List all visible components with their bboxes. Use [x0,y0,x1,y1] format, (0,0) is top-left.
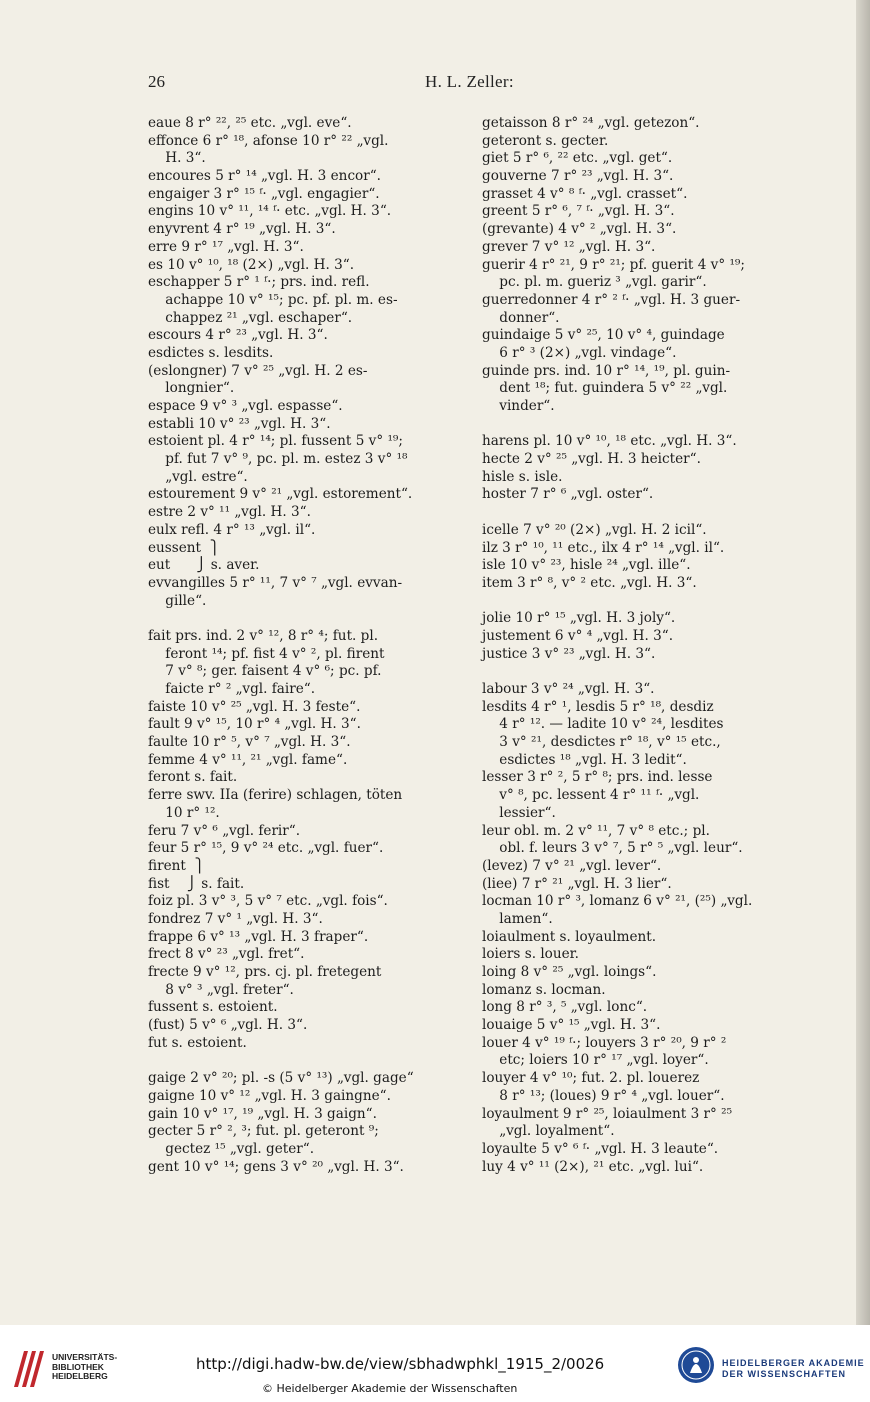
right-entry-line: luy 4 v° ¹¹ (2×), ²¹ etc. „vgl. lui“. [482,1158,704,1175]
left-entry-line: estourement 9 v° ²¹ „vgl. estorement“. [148,486,413,503]
left-entry-line: feront ¹⁴; pf. fist 4 v° ², pl. firent [148,645,385,662]
right-entry-line: guerredonner 4 r° ² ᶠ· „vgl. H. 3 guer- [482,291,741,308]
left-entry-line: effonce 6 r° ¹⁸, afonse 10 r° ²² „vgl. [148,132,389,149]
left-entry-line: ferre swv. IIa (ferire) schlagen, töten [148,787,403,804]
academy-line: DER WISSENSCHAFTEN [722,1369,847,1379]
left-entry-line: achappe 10 v° ¹⁵; pc. pf. pl. m. es- [148,291,398,308]
right-entry-line: greent 5 r° ⁶, ⁷ ᶠ· „vgl. H. 3“. [482,203,675,220]
left-entry-line: eschapper 5 r° ¹ ᶠ·; prs. ind. refl. [148,274,370,291]
right-entry-line: guerir 4 r° ²¹, 9 r° ²¹; pf. guerit 4 v° ¹⁹; [482,256,745,273]
left-entry-line: faiste 10 v° ²⁵ „vgl. H. 3 feste“. [148,698,361,715]
right-entry-line: geteront s. gecter. [482,132,609,149]
right-entry-line: loiaulment s. loyaulment. [482,928,657,945]
right-entry-line: guindaige 5 v° ²⁵, 10 v° ⁴, guindage [482,327,725,344]
left-entry-line: (eslongner) 7 v° ²⁵ „vgl. H. 2 es- [148,362,368,379]
right-entry-line [482,504,794,522]
right-entry-line: labour 3 v° ²⁴ „vgl. H. 3“. [482,681,655,697]
left-entry-line: fut s. estoient. [148,1034,247,1051]
left-entry-line: femme 4 v° ¹¹, ²¹ „vgl. fame“. [148,751,348,768]
right-entry-line: harens pl. 10 v° ¹⁰, ¹⁸ etc. „vgl. H. 3“. [482,433,737,450]
left-entry-line: estre 2 v° ¹¹ „vgl. H. 3“. [148,504,311,521]
right-entry-line: hoster 7 r° ⁶ „vgl. oster“. [482,486,654,503]
copyright-notice: © Heidelberger Akademie der Wissenschaften [262,1382,518,1395]
running-head: H. L. Zeller: [425,72,514,91]
left-entry-line: gecter 5 r° ², ³; fut. pl. geteront ⁹; [148,1123,379,1140]
right-entry-line: esdictes ¹⁸ „vgl. H. 3 ledit“. [482,751,687,768]
left-entry-line: fussent s. estoient. [148,999,278,1016]
right-entry-line: hisle s. isle. [482,468,563,485]
academy-seal-icon[interactable] [676,1345,716,1385]
right-entry-line: (grevante) 4 v° ² „vgl. H. 3“. [482,221,677,238]
right-entry-line [482,416,794,434]
right-entry-line: donner“. [482,309,560,326]
left-entry-line: 8 v° ³ „vgl. freter“. [148,981,294,998]
left-entry-line: gectez ¹⁵ „vgl. geter“. [148,1140,315,1157]
left-entry-line: eut ⎭ s. aver. [148,557,260,574]
left-entry-line: 10 r° ¹². [148,804,220,821]
left-entry-line: fault 9 v° ¹⁵, 10 r° ⁴ „vgl. H. 3“. [148,716,361,733]
left-entry-line: eulx refl. 4 r° ¹³ „vgl. il“. [148,521,316,538]
right-entry-line [482,663,794,681]
right-entry-line: loyaulment 9 r° ²⁵, loiaulment 3 r° ²⁵ [482,1105,733,1122]
left-entry-line: faicte r° ² „vgl. faire“. [148,681,316,697]
right-entry-line [482,593,794,611]
right-entry-line: louer 4 v° ¹⁹ ᶠ·; louyers 3 r° ²⁰, 9 r° ² [482,1034,727,1051]
left-entry-line: feru 7 v° ⁶ „vgl. ferir“. [148,822,301,839]
left-entry-line: eussent ⎫ [148,539,220,556]
right-entry-line: lessier“. [482,804,556,821]
left-entry-line: gille“. [148,592,207,609]
left-entry-line: gaigne 10 v° ¹² „vgl. H. 3 gaingne“. [148,1087,391,1104]
left-entry-line: foiz pl. 3 v° ³, 5 v° ⁷ etc. „vgl. fois“. [148,893,388,910]
right-entry-line: (liee) 7 r° ²¹ „vgl. H. 3 lier“. [482,875,672,892]
university-library-name [52,1353,117,1382]
left-entry-line: engaiger 3 r° ¹⁵ ᶠ· „vgl. engagier“. [148,185,380,202]
right-entry-line: loyaulte 5 v° ⁶ ᶠ· „vgl. H. 3 leaute“. [482,1140,719,1157]
left-entry-line: firent ⎫ [148,857,205,874]
right-entry-line: pc. pl. m. gueriz ³ „vgl. garir“. [482,274,707,291]
left-entry-line: frect 8 v° ²³ „vgl. fret“. [148,946,305,963]
left-entry-line: (fust) 5 v° ⁶ „vgl. H. 3“. [148,1017,308,1034]
right-entry-line: isle 10 v° ²³, hisle ²⁴ „vgl. ille“. [482,557,691,574]
left-entry-line: esdictes s. lesdits. [148,344,274,361]
page-edge-shadow [856,0,870,1325]
library-line: HEIDELBERG [52,1371,108,1381]
right-entry-line: grasset 4 v° ⁸ ᶠ· „vgl. crasset“. [482,185,688,202]
left-entry-line: fist ⎭ s. fait. [148,875,245,892]
left-entry-line: fondrez 7 v° ¹ „vgl. H. 3“. [148,910,323,927]
left-entry-line: H. 3“. [148,150,206,167]
right-entry-line: vinder“. [482,398,555,414]
left-entry-line: feront s. fait. [148,769,238,786]
left-entry-line: „vgl. estre“. [148,468,248,485]
viewer-footer [0,1325,870,1402]
left-entry-line: 7 v° ⁸; ger. faisent 4 v° ⁶; pc. pf. [148,663,382,680]
left-entry-line: frappe 6 v° ¹³ „vgl. H. 3 fraper“. [148,928,369,945]
left-column [148,115,460,1176]
left-entry-line: enyvrent 4 r° ¹⁹ „vgl. H. 3“. [148,221,336,238]
right-column [482,115,794,1176]
right-entry-line: 6 r° ³ (2×) „vgl. vindage“. [482,344,677,361]
page-number: 26 [148,72,165,91]
right-entry-line: leur obl. m. 2 v° ¹¹, 7 v° ⁸ etc.; pl. [482,822,710,839]
left-entry-line: establi 10 v° ²³ „vgl. H. 3“. [148,415,331,432]
right-entry-line: „vgl. loyalment“. [482,1123,615,1140]
left-entry-line [148,610,460,628]
left-entry-line: faulte 10 r° ⁵, v° ⁷ „vgl. H. 3“. [148,734,351,751]
page-header [0,72,870,96]
right-entry-line: grever 7 v° ¹² „vgl. H. 3“. [482,238,656,255]
right-entry-line: etc; loiers 10 r° ¹⁷ „vgl. loyer“. [482,1052,709,1069]
right-entry-line: lesser 3 r° ², 5 r° ⁸; prs. ind. lesse [482,769,713,786]
left-entry-line: gaige 2 v° ²⁰; pl. -s (5 v° ¹³) „vgl. gage“ [148,1070,414,1087]
right-entry-line: loiers s. louer. [482,946,579,963]
right-entry-line: justice 3 v° ²³ „vgl. H. 3“. [482,645,656,662]
right-entry-line: locman 10 r° ³, lomanz 6 v° ²¹, (²⁵) „vgl. [482,893,753,910]
right-entry-line: 8 r° ¹³; (loues) 9 r° ⁴ „vgl. louer“. [482,1087,725,1104]
left-entry-line: estoient pl. 4 r° ¹⁴; pl. fussent 5 v° ¹⁹; [148,433,403,450]
library-line: UNIVERSITÄTS- [52,1352,118,1362]
right-entry-line: long 8 r° ³, ⁵ „vgl. lonc“. [482,999,648,1016]
right-entry-line: v° ⁸, pc. lessent 4 r° ¹¹ ᶠ· „vgl. [482,787,700,804]
left-entry-line: gent 10 v° ¹⁴; gens 3 v° ²⁰ „vgl. H. 3“. [148,1158,404,1175]
left-entry-line: longnier“. [148,380,235,397]
library-line: BIBLIOTHEK [52,1361,104,1372]
right-entry-line: getaisson 8 r° ²⁴ „vgl. getezon“. [482,115,700,131]
left-entry-line: pf. fut 7 v° ⁹, pc. pl. m. estez 3 v° ¹⁸ [148,451,408,468]
right-entry-line: lesdits 4 r° ¹, lesdis 5 r° ¹⁸, desdiz [482,698,714,715]
right-entry-line: item 3 r° ⁸, v° ² etc. „vgl. H. 3“. [482,574,697,591]
academy-name [722,1358,865,1380]
right-entry-line: 4 r° ¹². — ladite 10 v° ²⁴, lesdites [482,716,724,733]
left-entry-line: frecte 9 v° ¹², prs. cj. pl. fretegent [148,964,382,980]
left-entry-line: feur 5 r° ¹⁵, 9 v° ²⁴ etc. „vgl. fuer“. [148,840,384,857]
right-entry-line: jolie 10 r° ¹⁵ „vgl. H. 3 joly“. [482,610,676,627]
left-entry-line: eaue 8 r° ²², ²⁵ etc. „vgl. eve“. [148,115,352,131]
left-entry-line: engins 10 v° ¹¹, ¹⁴ ᶠ· etc. „vgl. H. 3“. [148,203,392,220]
right-entry-line: ilz 3 r° ¹⁰, ¹¹ etc., ilx 4 r° ¹⁴ „vgl. il“. [482,539,725,556]
left-entry-line: escours 4 r° ²³ „vgl. H. 3“. [148,327,328,344]
left-entry-line: es 10 v° ¹⁰, ¹⁸ (2×) „vgl. H. 3“. [148,256,355,273]
right-entry-line: loing 8 v° ²⁵ „vgl. loings“. [482,964,657,980]
left-entry-line: chappez ²¹ „vgl. eschaper“. [148,309,353,326]
left-entry-line: encoures 5 r° ¹⁴ „vgl. H. 3 encor“. [148,168,382,185]
right-entry-line: guinde prs. ind. 10 r° ¹⁴, ¹⁹, pl. guin- [482,362,731,379]
right-entry-line: obl. f. leurs 3 v° ⁷, 5 r° ⁵ „vgl. leur“. [482,840,743,857]
permalink-url[interactable]: http://digi.hadw-bw.de/view/sbhadwphkl_1915_2/0026 [196,1355,605,1373]
left-entry-line: evvangilles 5 r° ¹¹, 7 v° ⁷ „vgl. evvan- [148,574,403,591]
right-entry-line: 3 v° ²¹, desdictes r° ¹⁸, v° ¹⁵ etc., [482,734,721,751]
university-library-logo-icon[interactable] [10,1347,48,1389]
right-entry-line: lamen“. [482,910,553,927]
left-entry-line [148,1052,460,1070]
left-entry-line: fait prs. ind. 2 v° ¹², 8 r° ⁴; fut. pl. [148,627,379,644]
right-entry-line: icelle 7 v° ²⁰ (2×) „vgl. H. 2 icil“. [482,521,707,538]
right-entry-line: gouverne 7 r° ²³ „vgl. H. 3“. [482,168,674,185]
left-entry-line: erre 9 r° ¹⁷ „vgl. H. 3“. [148,238,304,255]
right-entry-line: louyer 4 v° ¹⁰; fut. 2. pl. louerez [482,1070,700,1087]
academy-line: HEIDELBERGER AKADEMIE [722,1358,865,1368]
right-entry-line: hecte 2 v° ²⁵ „vgl. H. 3 heicter“. [482,451,701,468]
right-entry-line: lomanz s. locman. [482,981,606,998]
right-entry-line: dent ¹⁸; fut. guindera 5 v° ²² „vgl. [482,380,728,397]
right-entry-line: giet 5 r° ⁶, ²² etc. „vgl. get“. [482,150,673,167]
left-entry-line: espace 9 v° ³ „vgl. espasse“. [148,398,343,414]
right-entry-line: (levez) 7 v° ²¹ „vgl. lever“. [482,857,662,874]
left-entry-line: gain 10 v° ¹⁷, ¹⁹ „vgl. H. 3 gaign“. [148,1105,377,1122]
right-entry-line: justement 6 v° ⁴ „vgl. H. 3“. [482,627,674,644]
right-entry-line: louaige 5 v° ¹⁵ „vgl. H. 3“. [482,1017,661,1034]
